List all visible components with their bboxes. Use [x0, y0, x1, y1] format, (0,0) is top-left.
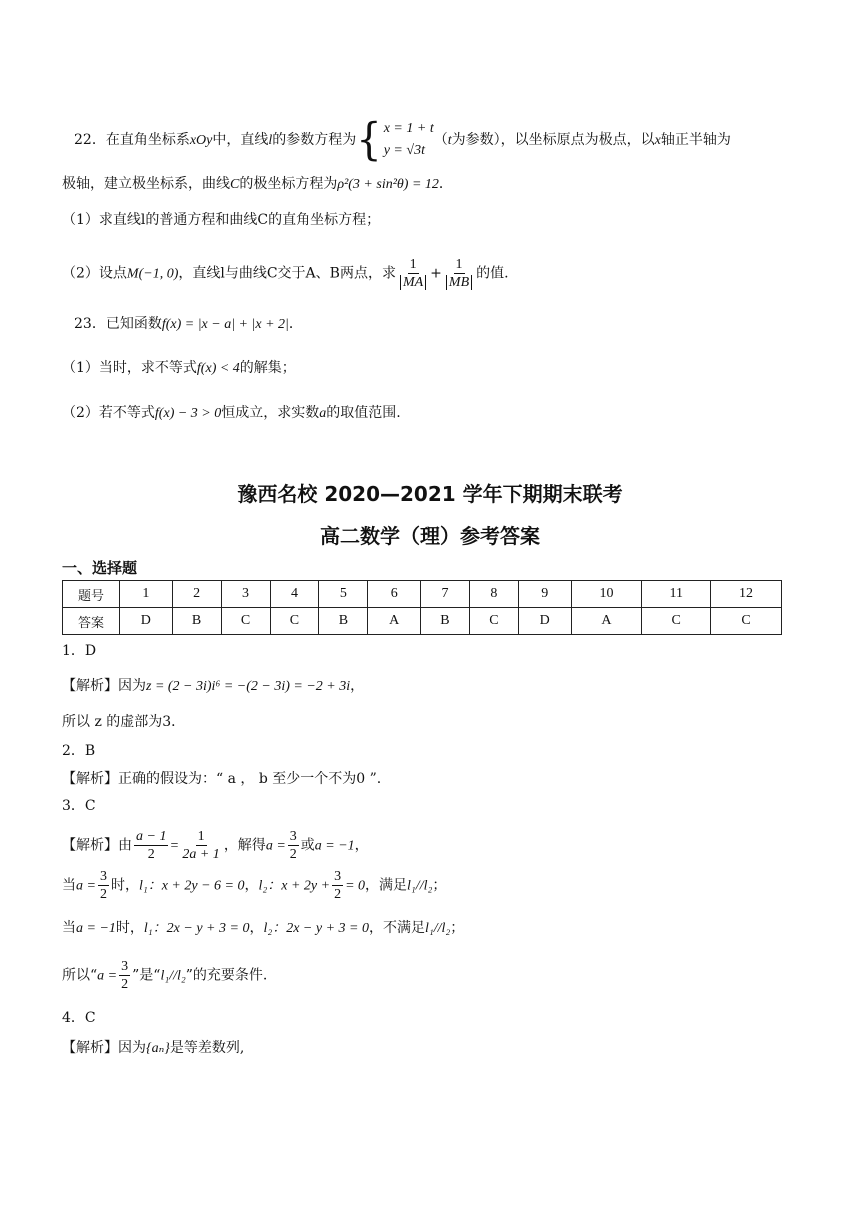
- table-cell: C: [710, 608, 781, 635]
- fraction: $\frac{1}{2a + 1}$: [182, 829, 220, 862]
- table-cell: 2: [172, 581, 221, 608]
- sequence: {aₙ}: [146, 1041, 170, 1056]
- sol1-line2: 所以 z 的虚部为3．: [62, 714, 186, 730]
- point-m: M(−1, 0): [126, 266, 179, 282]
- sol2-head: 2．B: [62, 743, 96, 759]
- table-cell: C: [221, 608, 270, 635]
- q23-text: 的解集；: [239, 360, 296, 376]
- q23-part1: [0, 358, 860, 379]
- sol1-analysis: 【解析】因为z = (2 − 3i)i⁶ = −(2 − 3i) = −2 + 3i，: [62, 678, 365, 694]
- eq-y: y = √3t: [383, 143, 425, 158]
- eq-x: x = 1 + t: [383, 121, 434, 136]
- table-header-number: 题号: [63, 581, 120, 608]
- q22-text: 轴正半轴为: [660, 132, 731, 148]
- sol4-analysis: 【解析】因为{aₙ}是等差数列,: [62, 1040, 245, 1056]
- table-cell: B: [421, 608, 470, 635]
- answer-title: 豫西名校 2020—2021 学年下期期末联考: [237, 482, 623, 506]
- q23-text: 恒成立，求实数: [221, 405, 320, 421]
- q22-text: ．: [438, 176, 453, 192]
- table-cell: 1: [120, 581, 173, 608]
- answer-subtitle: 高二数学（理）参考答案: [320, 524, 540, 548]
- q23-text: ．: [288, 316, 303, 332]
- table-cell: 5: [319, 581, 368, 608]
- q23-text: （2）若不等式: [62, 405, 155, 421]
- q23-part2: [0, 403, 860, 424]
- table-cell: 7: [421, 581, 470, 608]
- table-cell: B: [319, 608, 368, 635]
- table-cell: 4: [270, 581, 319, 608]
- fraction-ma: $\frac{1}{MA}$: [398, 256, 428, 291]
- fraction-mb: $\frac{1}{MB}$: [444, 256, 474, 291]
- fraction: $\frac{3}{2}$: [289, 829, 297, 862]
- math-xoy: xOy: [189, 133, 213, 148]
- sol3-line3: 当a = −1时，l₁：2x − y + 3 = 0，l₂：2x − y + 3 = 0，不满足l₁//l₂；: [62, 920, 465, 936]
- parametric-system: [384, 118, 434, 162]
- q22-line2: [0, 174, 860, 195]
- answer-table: [62, 580, 782, 635]
- sol1-head: 1．D: [62, 643, 97, 659]
- table-cell: A: [571, 608, 642, 635]
- table-row-numbers: [63, 581, 782, 608]
- table-row-answers: [63, 608, 782, 635]
- math-t: t: [447, 133, 452, 148]
- fraction: $\frac{a - 1}{2}$: [136, 829, 167, 862]
- q22-line1: [0, 114, 860, 166]
- table-cell: 8: [469, 581, 518, 608]
- function-f: f(x) = |x − a| + |x + 2|: [161, 317, 289, 332]
- table-cell: C: [469, 608, 518, 635]
- math-l: l: [268, 133, 273, 148]
- q23-line1: [0, 314, 860, 335]
- polar-equation: ρ²(3 + sin²θ) = 12: [337, 177, 439, 192]
- sol3-line1: 【解析】由 $\frac{a - 1}{2}$ = $\frac{1}{2a + 1}$ ，解得a = $\frac{3}{2}$ 或a = −1，: [62, 829, 369, 862]
- table-cell: D: [120, 608, 173, 635]
- fraction: $\frac{3}{2}$: [99, 869, 107, 902]
- q23-text: 23．已知函数: [74, 316, 162, 332]
- table-cell: 9: [518, 581, 571, 608]
- q23-text: 的取值范围.: [326, 405, 401, 421]
- inequality-1: f(x) < 4: [196, 361, 240, 376]
- q22-part1: （1）求直线l的普通方程和曲线C的直角坐标方程；: [62, 212, 381, 228]
- q22-text: ，直线l与曲线C交于A、B两点，求: [178, 265, 396, 282]
- table-cell: 10: [571, 581, 642, 608]
- math-a: a: [319, 406, 327, 421]
- q22-part2: （2）设点M(−1, 0)，直线l与曲线C交于A、B两点，求 $\frac{1}{MA}$ + $\frac{1}{MB}$ 的值.: [62, 257, 509, 290]
- table-cell: C: [642, 608, 711, 635]
- fraction: $\frac{3}{2}$: [121, 959, 129, 992]
- table-cell: 11: [642, 581, 711, 608]
- sol4-head: 4．C: [62, 1010, 96, 1026]
- sol3-head: 3．C: [62, 798, 96, 814]
- q22-text: 的参数方程为: [272, 132, 357, 148]
- table-header-answer: 答案: [63, 608, 120, 635]
- brace-icon: {: [356, 114, 382, 166]
- q22-text: 的值.: [476, 265, 509, 282]
- q22-text: 22．在直角坐标系: [74, 132, 190, 148]
- q23-text: （1）当时，求不等式: [62, 360, 197, 376]
- sol3-line2: 当a = $\frac{3}{2}$ 时，l₁：x + 2y − 6 = 0，l₂：x + 2y + $\frac{3}{2}$ = 0，满足l₁//l₂；: [62, 869, 447, 902]
- table-cell: A: [368, 608, 421, 635]
- table-cell: 6: [368, 581, 421, 608]
- table-cell: C: [270, 608, 319, 635]
- table-cell: D: [518, 608, 571, 635]
- inequality-2: f(x) − 3 > 0: [154, 406, 222, 421]
- q22-text: （: [433, 132, 448, 148]
- table-cell: 3: [221, 581, 270, 608]
- math-c: C: [230, 177, 240, 192]
- q22-text: 中，直线: [212, 132, 269, 148]
- math-x: x: [654, 133, 661, 148]
- q22-text: 极轴，建立极坐标系，曲线: [62, 176, 230, 192]
- q22-text: （2）设点: [62, 265, 127, 282]
- complex-equation: z = (2 − 3i)i⁶ = −(2 − 3i) = −2 + 3i: [146, 679, 351, 694]
- q22-text: 的极坐标方程为: [239, 176, 338, 192]
- table-cell: 12: [710, 581, 781, 608]
- q22-text: 为参数），以坐标原点为极点，以: [451, 132, 655, 148]
- sol3-line4: 所以“a = $\frac{3}{2}$ ”是“l₁//l₂”的充要条件.: [62, 959, 268, 992]
- section-heading: 一、选择题: [62, 559, 138, 577]
- fraction: $\frac{3}{2}$: [334, 869, 342, 902]
- table-cell: B: [172, 608, 221, 635]
- sol2-analysis: 【解析】正确的假设为：“ a ， b 至少一个不为0 ”.: [62, 771, 382, 787]
